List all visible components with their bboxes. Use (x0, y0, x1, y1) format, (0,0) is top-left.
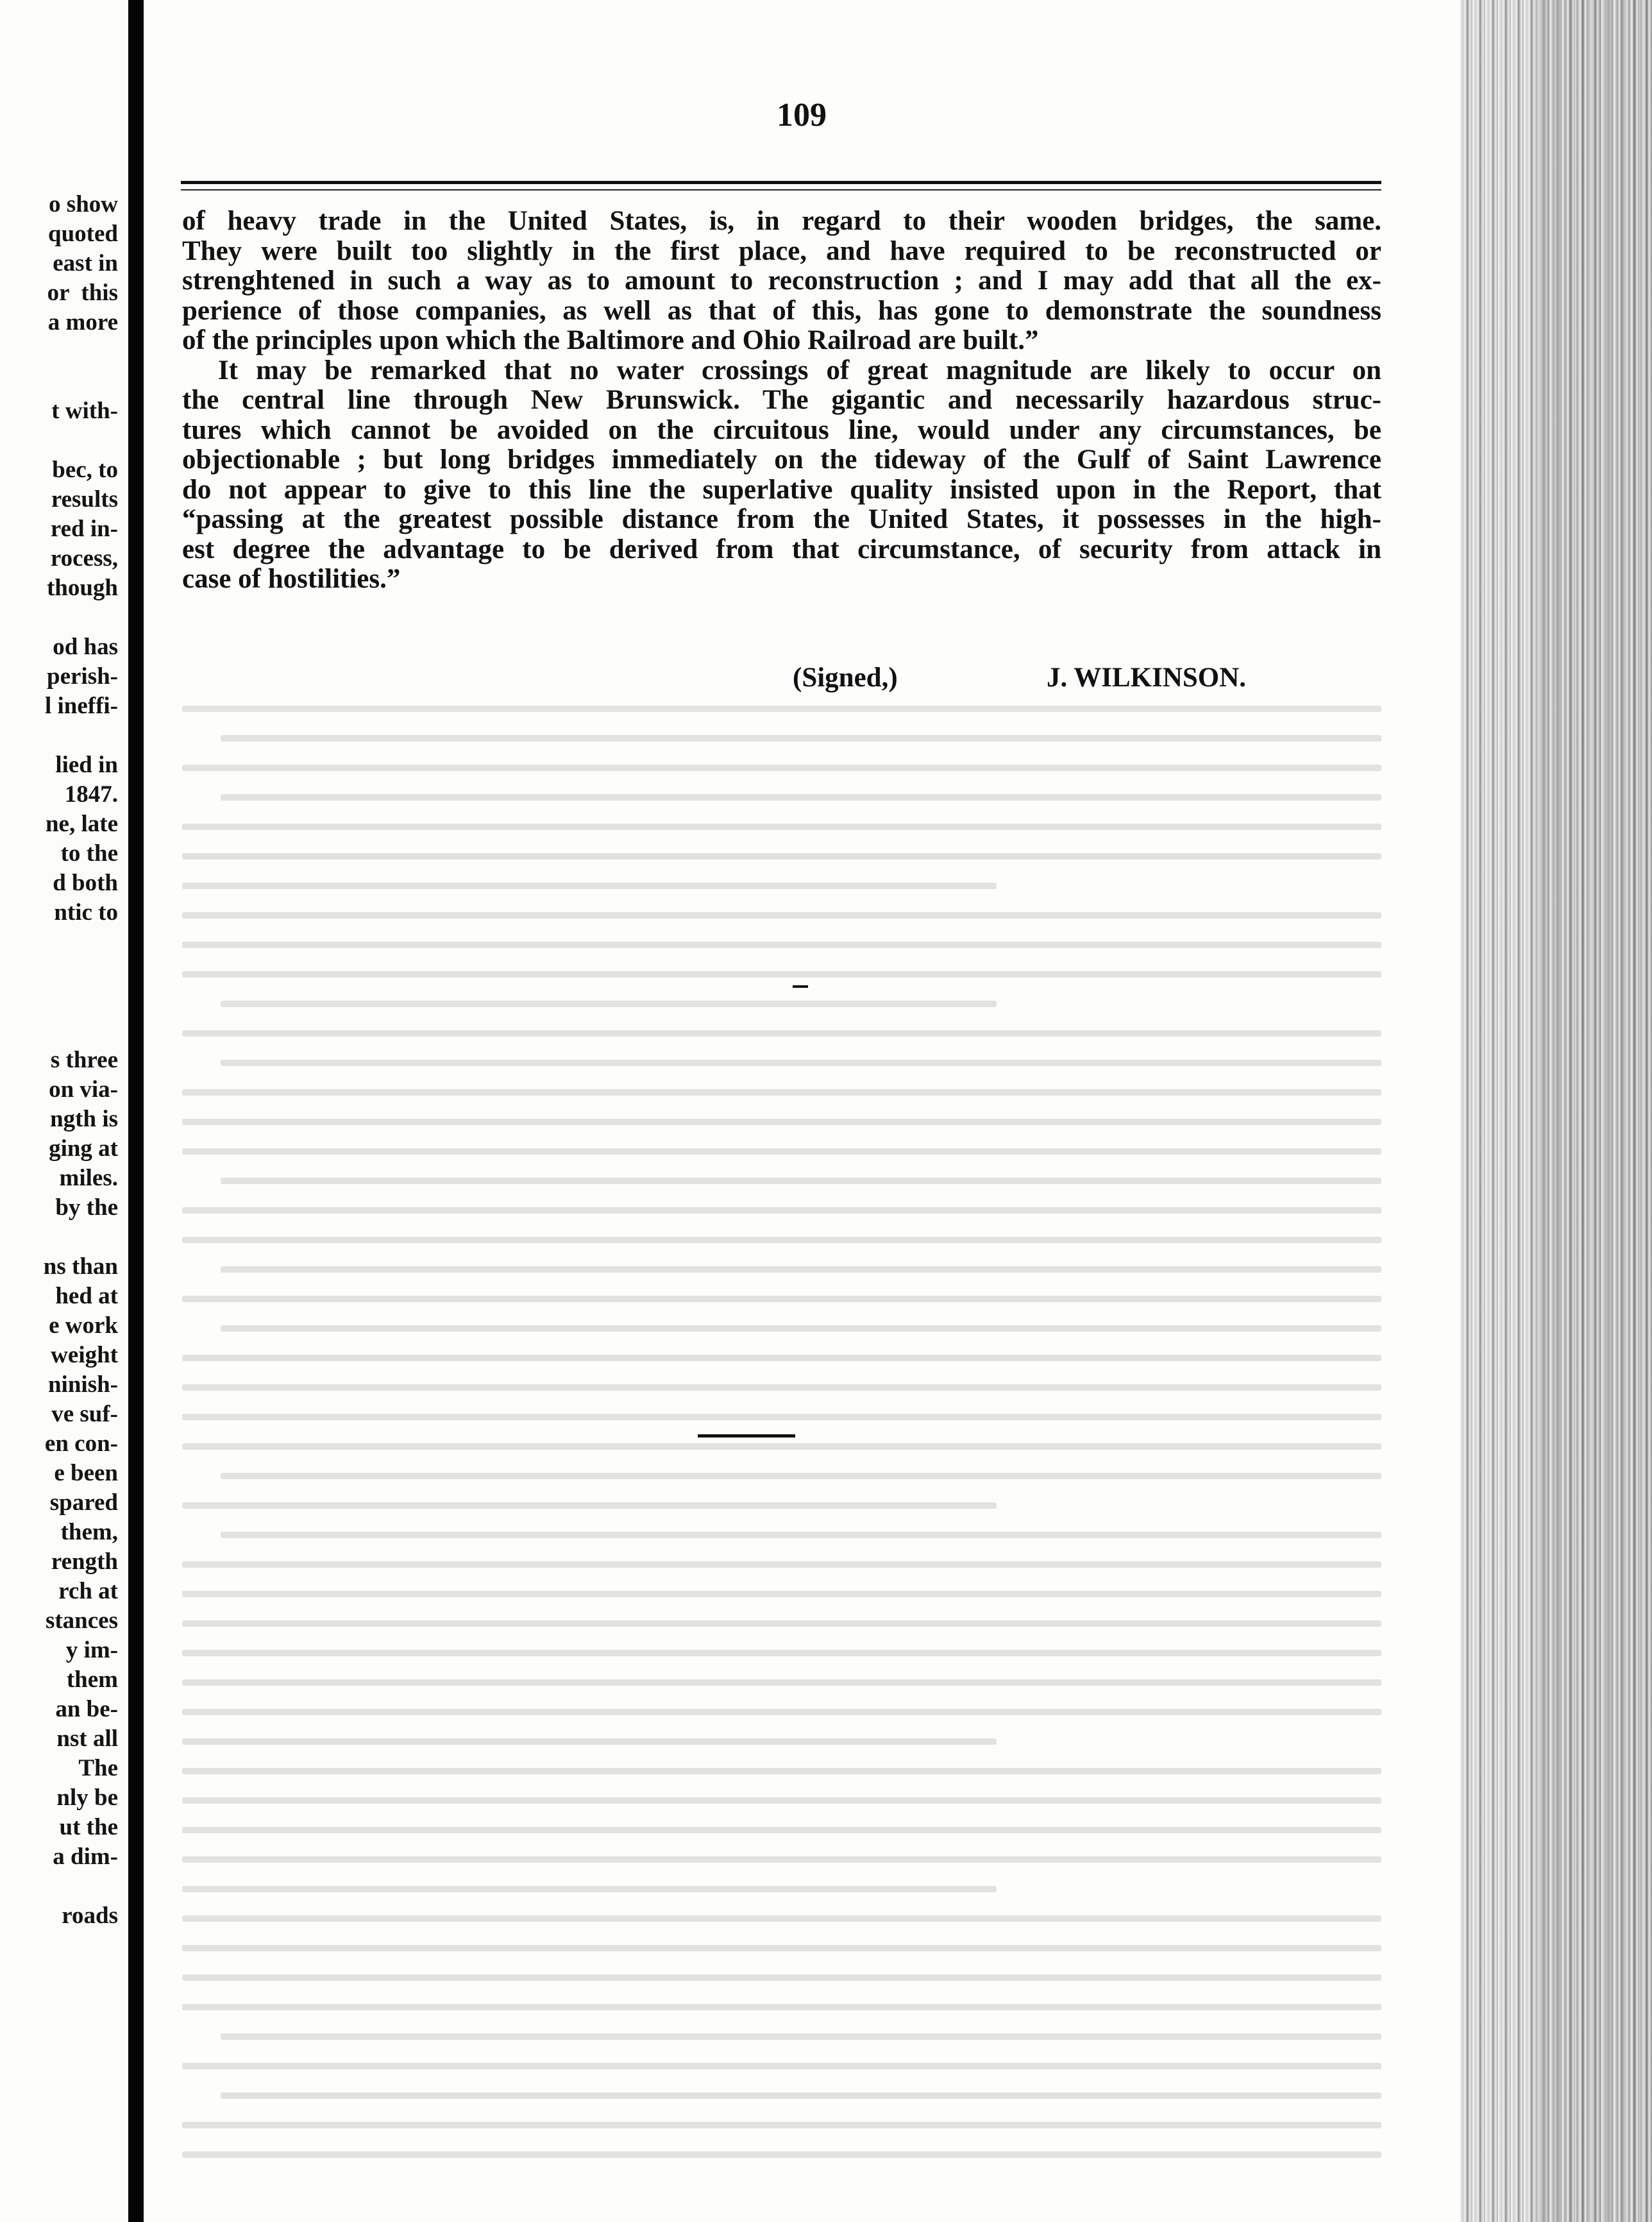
bleed-line (182, 1355, 1381, 1361)
facing-page-line: a dim- (53, 1844, 118, 1870)
bleed-line (182, 1207, 1381, 1214)
facing-page-line: bec, to (52, 457, 118, 483)
facing-page-line (44, 426, 118, 455)
facing-page-line: them (66, 1666, 118, 1693)
bleed-line (182, 912, 1381, 919)
facing-page-line (44, 721, 118, 751)
book-page (144, 0, 1460, 2222)
bleed-line (182, 1089, 1381, 1096)
bleed-line (182, 1030, 1381, 1037)
facing-page-line: a more (47, 309, 118, 335)
bleed-line (182, 1945, 1381, 1951)
bleed-line (221, 2033, 1381, 2040)
facing-page-line: The (78, 1755, 118, 1781)
bleed-line (182, 1679, 1381, 1686)
bleed-line (182, 1856, 1381, 1863)
bleed-line (182, 1443, 1381, 1450)
text-line: perience of those companies, as well as that of this, has gone to demonstrate the soundness (182, 295, 1381, 326)
text-line: est degree the advantage to be derived from that circumstance, of security from attack in (182, 534, 1381, 564)
facing-page-line: l ineffi- (44, 693, 118, 719)
bleed-line (182, 1591, 1381, 1597)
bleed-line (182, 1974, 1381, 1981)
bleed-line (182, 1237, 1381, 1243)
bleed-line (182, 2151, 1381, 2158)
bleed-line (221, 1532, 1381, 1538)
bleed-line (182, 853, 1381, 860)
facing-page-line: y im- (65, 1637, 118, 1663)
facing-page-line (44, 957, 118, 987)
facing-page-line: roads (62, 1903, 118, 1929)
text-line: “passing at the greatest possible distance from the United States, it possesses in the high- (182, 504, 1381, 534)
text-line: case of hostilities.” (182, 564, 401, 594)
text-line: objectionable ; but long bridges immediately on the tideway of the Gulf of Saint Lawrence (182, 445, 1381, 475)
bleed-line (221, 794, 1381, 801)
facing-page-line (44, 1872, 118, 1901)
facing-page-line: red in- (50, 516, 118, 542)
bleed-line (182, 1738, 997, 1745)
book-gutter (128, 0, 144, 2222)
facing-page-line: lied in (55, 752, 118, 778)
facing-page-line: miles. (59, 1165, 118, 1191)
facing-page-line: east in (53, 250, 118, 276)
text-line: do not appear to give to this line the superlative quality insisted upon in the Report, that (182, 474, 1381, 505)
bleed-line (182, 942, 1381, 948)
signatory-name: J. WILKINSON. (1047, 663, 1247, 693)
bleed-line (182, 706, 1381, 712)
body-text (182, 207, 1381, 595)
bleed-line (182, 1384, 1381, 1391)
facing-page-line: rength (51, 1548, 118, 1575)
text-line: of heavy trade in the United States, is, in regard to their wooden bridges, the same. (182, 206, 1381, 236)
bleed-line (221, 1473, 1381, 1479)
bleed-line (182, 824, 1381, 830)
bleed-line (182, 765, 1381, 771)
facing-page-line: ging at (49, 1135, 118, 1162)
bleed-line (182, 1414, 1381, 1420)
facing-page-line: them, (60, 1519, 118, 1545)
bleed-line (221, 1178, 1381, 1184)
bleed-line (182, 2122, 1381, 2128)
facing-page-line: t with- (51, 398, 118, 424)
text-line: of the principles upon which the Baltimore and Ohio Railroad are built.” (182, 325, 1039, 355)
facing-page-line (44, 603, 118, 632)
signed-label: (Signed,) (793, 663, 898, 693)
facing-page-line (44, 367, 118, 396)
bleed-through-texture (182, 706, 1381, 2181)
facing-page-line: hed at (55, 1283, 118, 1309)
text-line: tures which cannot be avoided on the circuitous line, would under any circumstances, be (182, 414, 1381, 445)
bleed-line (221, 735, 1381, 742)
facing-page-line: or this (47, 280, 118, 306)
facing-page-line: ve suf- (51, 1401, 118, 1427)
facing-page-line: perish- (47, 663, 118, 690)
bleed-line (182, 1709, 1381, 1715)
page-edges (1460, 0, 1652, 2222)
facing-page-line: by the (55, 1194, 118, 1221)
facing-page-line: s three (50, 1047, 118, 1073)
facing-page-text (44, 190, 118, 1931)
bleed-line (182, 1915, 1381, 1922)
facing-page-line: 1847. (64, 781, 118, 808)
bleed-line (182, 1768, 1381, 1774)
bleed-line (182, 1886, 997, 1892)
facing-page-line: spared (49, 1489, 118, 1516)
bleed-line (182, 2063, 1381, 2069)
text-line: the central line through New Brunswick. The gigantic and necessarily hazardous struc- (182, 385, 1381, 415)
bleed-line (182, 971, 1381, 978)
bleed-line (221, 1266, 1381, 1273)
facing-page-line (44, 337, 118, 367)
section-rule (698, 1434, 795, 1438)
bleed-line (182, 1502, 997, 1509)
printer-mark (793, 985, 808, 988)
facing-page-line: d both (53, 870, 118, 896)
bleed-line (182, 1148, 1381, 1155)
facing-page-line: e been (54, 1460, 118, 1486)
facing-page-line: ngth is (50, 1106, 118, 1132)
facing-page-fragment (0, 0, 128, 2222)
facing-page-line (44, 1016, 118, 1046)
facing-page-line: ne, late (45, 811, 118, 837)
facing-page-line: results (51, 486, 118, 513)
facing-page-line: nst all (56, 1726, 118, 1752)
bleed-line (221, 1001, 997, 1007)
bleed-line (221, 1060, 1381, 1066)
bleed-line (182, 1119, 1381, 1125)
facing-page-line: on via- (49, 1076, 118, 1103)
facing-page-line: ut the (59, 1814, 118, 1840)
bleed-line (182, 2004, 1381, 2010)
bleed-line (182, 1561, 1381, 1568)
bleed-line (182, 1827, 1381, 1833)
bleed-line (182, 1620, 1381, 1627)
facing-page-line: e work (49, 1312, 118, 1339)
bleed-line (182, 1797, 1381, 1804)
bleed-line (182, 883, 997, 889)
bleed-line (182, 1650, 1381, 1656)
facing-page-line: an be- (55, 1696, 118, 1722)
text-line: It may be remarked that no water crossings of great magnitude are likely to occur on (218, 355, 1381, 386)
facing-page-line: quoted (48, 221, 118, 247)
facing-page-line: o show (49, 191, 118, 217)
text-line: They were built too slightly in the first place, and have required to be reconstructed or (182, 235, 1381, 266)
facing-page-line (44, 1223, 118, 1252)
header-rule-thick (181, 181, 1381, 184)
facing-page-line: od has (53, 634, 118, 660)
text-line: strenghtened in such a way as to amount to reconstruction ; and I may add that all the ex- (182, 266, 1381, 296)
facing-page-line (44, 987, 118, 1016)
facing-page-line: weight (51, 1342, 118, 1368)
facing-page-line: en con- (44, 1430, 118, 1457)
facing-page-line (44, 928, 118, 957)
facing-page-line: rch at (58, 1578, 118, 1604)
bleed-line (221, 2092, 1381, 2099)
facing-page-line: nly be (56, 1785, 118, 1811)
facing-page-line: ninish- (47, 1371, 118, 1398)
bleed-line (182, 1296, 1381, 1302)
facing-page-line: ntic to (54, 899, 118, 926)
facing-page-line: though (46, 575, 118, 601)
header-rule-thin (181, 189, 1381, 191)
facing-page-line: stances (45, 1607, 118, 1634)
signature-block (144, 662, 1460, 700)
bleed-line (221, 1325, 1381, 1332)
page-number: 109 (777, 97, 827, 133)
facing-page-line: rocess, (50, 545, 118, 572)
facing-page-line: to the (60, 840, 118, 867)
facing-page-line: ns than (43, 1253, 118, 1280)
